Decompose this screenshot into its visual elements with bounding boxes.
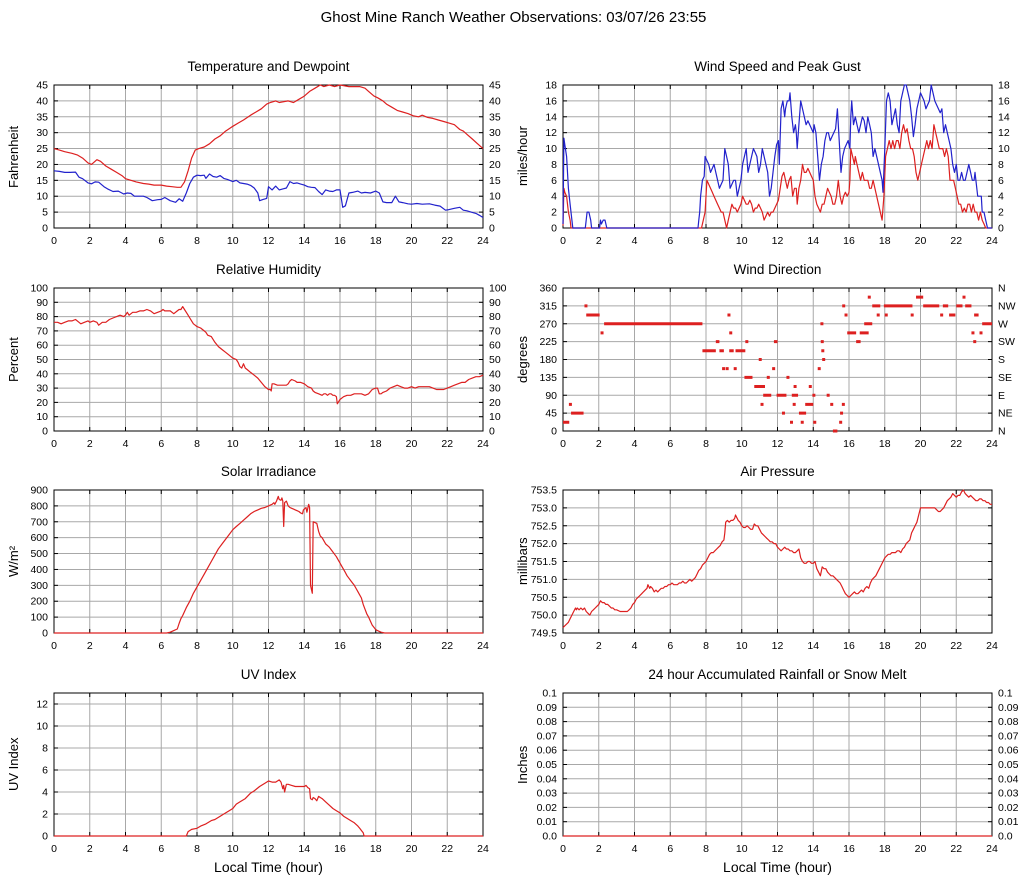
x-tick-label: 2 xyxy=(595,843,602,855)
y-tick-label: 360 xyxy=(539,282,557,295)
y-tick-label: 15 xyxy=(36,174,48,187)
y-tick-label: 0.03 xyxy=(536,787,557,800)
x-tick-label: 8 xyxy=(194,438,200,450)
x-tick-label: 4 xyxy=(631,640,638,652)
y-tick-label: 0 xyxy=(42,222,48,235)
y-axis-label: millibars xyxy=(515,537,530,586)
x-tick-label: 20 xyxy=(405,843,418,855)
x-tick-label: 22 xyxy=(950,438,963,450)
y-tick-label: 750.5 xyxy=(530,591,557,604)
y-tick-label-right: 0.09 xyxy=(998,701,1019,714)
chart-rainfall xyxy=(517,663,1022,878)
y-tick-label-right: 45 xyxy=(489,79,501,92)
y-axis-label: miles/hour xyxy=(515,126,530,187)
y-tick-label: 0.01 xyxy=(536,816,557,829)
y-tick-label-right: 0.07 xyxy=(998,730,1019,743)
y-tick-label: 0.1 xyxy=(542,687,557,700)
x-tick-label: 2 xyxy=(86,438,93,450)
y-tick-label-right: 14 xyxy=(998,111,1010,124)
x-tick-label: 10 xyxy=(226,438,239,450)
y-tick-label: 10 xyxy=(36,720,48,733)
y-tick-label: 20 xyxy=(36,396,48,409)
y-tick-label: 80 xyxy=(36,311,48,324)
y-tick-label-right: 12 xyxy=(998,127,1010,140)
x-tick-label: 4 xyxy=(122,843,129,855)
x-tick-label: 18 xyxy=(878,438,891,450)
y-tick-label: 0 xyxy=(42,830,48,843)
y-tick-label-right: N xyxy=(998,425,1006,438)
y-tick-label-right: 35 xyxy=(489,111,501,124)
y-tick-label-right: 0.1 xyxy=(998,687,1013,700)
x-tick-label: 18 xyxy=(369,640,382,652)
y-tick-label: 100 xyxy=(30,282,48,295)
x-axis-label: Local Time (hour) xyxy=(723,859,832,875)
x-tick-label: 16 xyxy=(334,843,346,855)
page-title: Ghost Mine Ranch Weather Observations: 03/07/26 23:55 xyxy=(320,9,707,26)
y-tick-label-right: 0.08 xyxy=(998,716,1019,729)
x-tick-label: 8 xyxy=(194,235,200,247)
x-tick-label: 2 xyxy=(86,235,93,247)
y-tick-label-right: 5 xyxy=(489,206,495,219)
x-axis-label: Local Time (hour) xyxy=(214,859,323,875)
y-tick-label-right: 30 xyxy=(489,382,501,395)
y-tick-label: 30 xyxy=(36,127,48,140)
y-tick-label: 6 xyxy=(551,174,557,187)
x-tick-label: 14 xyxy=(807,640,820,652)
x-tick-label: 14 xyxy=(807,843,820,855)
x-tick-label: 2 xyxy=(86,640,93,652)
x-tick-label: 16 xyxy=(334,438,346,450)
x-tick-label: 6 xyxy=(667,438,674,450)
y-tick-label: 225 xyxy=(539,336,557,349)
plot-wind-direction xyxy=(517,282,1022,453)
x-tick-label: 24 xyxy=(477,235,489,247)
y-tick-label-right: E xyxy=(998,389,1006,402)
y-tick-label-right: 18 xyxy=(998,79,1010,92)
y-axis-label: degrees xyxy=(515,336,530,383)
y-tick-label: 180 xyxy=(539,354,557,366)
chart-air-pressure xyxy=(517,460,1022,655)
y-tick-label-right: S xyxy=(998,354,1006,366)
y-tick-label: 752.0 xyxy=(530,538,557,551)
y-tick-label: 700 xyxy=(30,516,48,529)
x-tick-label: 12 xyxy=(771,235,784,247)
x-tick-label: 4 xyxy=(122,438,129,450)
y-tick-label: 18 xyxy=(545,79,557,92)
x-tick-label: 4 xyxy=(631,438,638,450)
x-tick-label: 20 xyxy=(914,438,927,450)
y-tick-label-right: 0.05 xyxy=(998,759,1019,771)
chart-title: 24 hour Accumulated Rainfall or Snow Melt xyxy=(648,667,907,682)
x-tick-label: 12 xyxy=(262,438,275,450)
y-tick-label-right: 10 xyxy=(489,411,501,424)
x-tick-label: 4 xyxy=(631,235,638,247)
x-tick-label: 0 xyxy=(560,843,566,855)
x-tick-label: 6 xyxy=(667,235,674,247)
x-tick-label: 10 xyxy=(735,438,748,450)
x-tick-label: 10 xyxy=(226,235,239,247)
y-tick-label: 10 xyxy=(36,190,48,203)
y-tick-label-right: 30 xyxy=(489,127,501,140)
plot-relative-humidity xyxy=(8,282,513,453)
y-tick-label: 753.5 xyxy=(530,484,557,497)
x-tick-label: 18 xyxy=(369,843,382,855)
y-tick-label: 25 xyxy=(36,143,48,156)
y-tick-label: 14 xyxy=(545,111,557,124)
y-tick-label: 4 xyxy=(551,190,557,203)
y-tick-label: 900 xyxy=(30,484,48,497)
y-tick-label-right: 0.04 xyxy=(998,773,1019,786)
x-tick-label: 10 xyxy=(735,235,748,247)
plot-solar-irradiance xyxy=(8,484,513,655)
x-tick-label: 0 xyxy=(51,640,57,652)
y-tick-label: 0.07 xyxy=(536,730,557,743)
plot-wind-speed-gust xyxy=(517,79,1022,250)
x-tick-label: 18 xyxy=(878,235,891,247)
x-tick-label: 2 xyxy=(595,438,602,450)
y-tick-label: 0.06 xyxy=(536,744,557,757)
x-tick-label: 18 xyxy=(369,438,382,450)
y-tick-label-right: 20 xyxy=(489,158,501,171)
x-tick-label: 6 xyxy=(667,843,674,855)
y-tick-label-right: 90 xyxy=(489,296,501,309)
x-tick-label: 20 xyxy=(914,640,927,652)
x-tick-label: 10 xyxy=(735,640,748,652)
x-tick-label: 0 xyxy=(560,235,566,247)
x-tick-label: 8 xyxy=(194,843,200,855)
y-tick-label: 600 xyxy=(30,532,48,545)
y-tick-label-right: 40 xyxy=(489,368,501,381)
x-tick-label: 12 xyxy=(771,843,784,855)
x-tick-label: 22 xyxy=(950,235,963,247)
y-axis-label: W/m² xyxy=(6,545,21,578)
y-axis-label: Percent xyxy=(6,337,21,382)
y-tick-label: 20 xyxy=(36,158,48,171)
x-tick-label: 2 xyxy=(595,640,602,652)
y-tick-label: 500 xyxy=(30,548,48,561)
y-tick-label: 750.0 xyxy=(530,609,557,622)
x-tick-label: 12 xyxy=(771,640,784,652)
y-tick-label: 12 xyxy=(36,698,48,711)
y-tick-label: 2 xyxy=(42,808,48,821)
y-tick-label: 300 xyxy=(30,579,48,592)
x-tick-label: 0 xyxy=(51,843,57,855)
y-tick-label: 751.0 xyxy=(530,573,557,586)
y-tick-label: 5 xyxy=(42,206,48,219)
x-tick-label: 16 xyxy=(334,640,346,652)
x-tick-label: 20 xyxy=(914,843,927,855)
y-tick-label-right: 0.0 xyxy=(998,830,1013,843)
chart-relative-humidity xyxy=(8,258,513,453)
y-tick-label: 35 xyxy=(36,111,48,124)
x-tick-label: 16 xyxy=(334,235,346,247)
y-tick-label: 800 xyxy=(30,500,48,513)
x-tick-label: 22 xyxy=(950,640,963,652)
chart-title: UV Index xyxy=(240,667,297,682)
chart-solar-irradiance xyxy=(8,460,513,655)
x-tick-label: 10 xyxy=(226,843,239,855)
x-tick-label: 16 xyxy=(843,438,855,450)
y-tick-label: 90 xyxy=(36,296,48,309)
x-tick-label: 18 xyxy=(878,843,891,855)
x-tick-label: 16 xyxy=(843,235,855,247)
y-tick-label: 749.5 xyxy=(530,627,557,640)
plot-uv-index xyxy=(8,687,513,858)
x-tick-label: 2 xyxy=(86,843,93,855)
y-tick-label-right: 60 xyxy=(489,339,501,352)
chart-title: Relative Humidity xyxy=(215,262,322,277)
x-tick-label: 22 xyxy=(441,235,454,247)
y-tick-label-right: 0 xyxy=(489,222,495,235)
x-tick-label: 14 xyxy=(298,843,311,855)
y-tick-label-right: N xyxy=(998,282,1006,295)
x-tick-label: 4 xyxy=(631,843,638,855)
y-tick-label-right: 20 xyxy=(489,396,501,409)
y-tick-label: 0.08 xyxy=(536,716,557,729)
plot-temperature-dewpoint xyxy=(8,79,513,250)
x-tick-label: 12 xyxy=(262,235,275,247)
x-tick-label: 20 xyxy=(405,438,418,450)
y-tick-label: 90 xyxy=(545,389,557,402)
x-tick-label: 4 xyxy=(122,235,129,247)
x-tick-label: 12 xyxy=(771,438,784,450)
x-tick-label: 6 xyxy=(158,843,165,855)
x-tick-label: 24 xyxy=(477,843,489,855)
plot-air-pressure xyxy=(517,484,1022,655)
x-tick-label: 10 xyxy=(735,843,748,855)
x-tick-label: 22 xyxy=(441,438,454,450)
x-tick-label: 24 xyxy=(986,843,998,855)
chart-title: Wind Direction xyxy=(733,262,822,277)
x-tick-label: 8 xyxy=(194,640,200,652)
y-tick-label-right: 50 xyxy=(489,354,501,366)
y-tick-label: 0 xyxy=(551,425,557,438)
y-tick-label-right: 4 xyxy=(998,190,1004,203)
y-tick-label: 200 xyxy=(30,595,48,608)
y-tick-label-right: 15 xyxy=(489,174,501,187)
x-tick-label: 16 xyxy=(843,843,855,855)
y-tick-label: 60 xyxy=(36,339,48,352)
y-tick-label: 8 xyxy=(42,742,48,755)
y-tick-label: 315 xyxy=(539,300,557,313)
x-tick-label: 22 xyxy=(441,843,454,855)
y-tick-label-right: 6 xyxy=(998,174,1004,187)
y-tick-label: 270 xyxy=(539,318,557,331)
y-tick-label: 0.05 xyxy=(536,759,557,771)
y-tick-label: 0.04 xyxy=(536,773,557,786)
x-tick-label: 20 xyxy=(914,235,927,247)
y-tick-label-right: 25 xyxy=(489,143,501,156)
x-tick-label: 14 xyxy=(807,438,820,450)
y-tick-label-right: SE xyxy=(998,371,1013,384)
y-tick-label: 0.02 xyxy=(536,801,557,814)
y-tick-label: 751.5 xyxy=(530,556,557,568)
plot-rainfall xyxy=(517,687,1022,858)
x-tick-label: 10 xyxy=(226,640,239,652)
y-tick-label: 45 xyxy=(36,79,48,92)
x-tick-label: 14 xyxy=(298,438,311,450)
x-tick-label: 0 xyxy=(51,235,57,247)
y-tick-label: 0 xyxy=(42,627,48,640)
y-tick-label: 0.09 xyxy=(536,701,557,714)
x-tick-label: 6 xyxy=(158,640,165,652)
x-tick-label: 8 xyxy=(703,235,709,247)
y-tick-label-right: 0.01 xyxy=(998,816,1019,829)
y-tick-label: 0 xyxy=(551,222,557,235)
y-tick-label: 16 xyxy=(545,95,557,108)
y-tick-label: 12 xyxy=(545,127,557,140)
x-tick-label: 14 xyxy=(298,235,311,247)
y-tick-label: 45 xyxy=(545,407,557,420)
x-tick-label: 8 xyxy=(703,843,709,855)
y-tick-label-right: 0 xyxy=(998,222,1004,235)
y-tick-label-right: 2 xyxy=(998,206,1004,219)
y-tick-label-right: SW xyxy=(998,336,1015,349)
x-tick-label: 24 xyxy=(986,235,998,247)
x-tick-label: 22 xyxy=(441,640,454,652)
y-tick-label: 10 xyxy=(545,143,557,156)
y-tick-label-right: 0.03 xyxy=(998,787,1019,800)
chart-wind-direction xyxy=(517,258,1022,453)
y-tick-label: 100 xyxy=(30,611,48,624)
x-tick-label: 24 xyxy=(477,640,489,652)
chart-title: Air Pressure xyxy=(740,464,815,479)
x-tick-label: 8 xyxy=(703,640,709,652)
chart-title: Wind Speed and Peak Gust xyxy=(694,59,861,74)
y-tick-label: 4 xyxy=(42,786,48,799)
x-tick-label: 6 xyxy=(158,235,165,247)
y-tick-label-right: 8 xyxy=(998,158,1004,171)
chart-wind-speed-gust xyxy=(517,55,1022,250)
chart-uv-index xyxy=(8,663,513,878)
y-tick-label: 8 xyxy=(551,158,557,171)
x-tick-label: 24 xyxy=(986,640,998,652)
y-tick-label: 40 xyxy=(36,368,48,381)
y-tick-label-right: 100 xyxy=(489,282,507,295)
y-tick-label: 135 xyxy=(539,371,557,384)
y-tick-label: 10 xyxy=(36,411,48,424)
y-tick-label-right: 0.02 xyxy=(998,801,1019,814)
x-tick-label: 0 xyxy=(560,438,566,450)
y-tick-label-right: 0.06 xyxy=(998,744,1019,757)
y-tick-label: 753.0 xyxy=(530,502,557,515)
y-tick-label-right: 70 xyxy=(489,325,501,338)
y-tick-label-right: 10 xyxy=(489,190,501,203)
x-tick-label: 0 xyxy=(51,438,57,450)
y-tick-label-right: NW xyxy=(998,300,1016,313)
y-axis-label: Inches xyxy=(515,745,530,784)
y-tick-label: 50 xyxy=(36,354,48,366)
x-tick-label: 8 xyxy=(703,438,709,450)
x-tick-label: 24 xyxy=(986,438,998,450)
y-axis-label: Fahrenheit xyxy=(6,125,21,188)
y-tick-label: 0.0 xyxy=(542,830,557,843)
y-tick-label: 40 xyxy=(36,95,48,108)
y-tick-label: 2 xyxy=(551,206,557,219)
x-tick-label: 14 xyxy=(298,640,311,652)
x-tick-label: 22 xyxy=(950,843,963,855)
y-tick-label-right: 16 xyxy=(998,95,1010,108)
x-tick-label: 18 xyxy=(878,640,891,652)
x-tick-label: 20 xyxy=(405,640,418,652)
x-tick-label: 4 xyxy=(122,640,129,652)
y-tick-label: 6 xyxy=(42,764,48,777)
x-tick-label: 18 xyxy=(369,235,382,247)
chart-title: Temperature and Dewpoint xyxy=(187,59,350,74)
x-tick-label: 2 xyxy=(595,235,602,247)
x-tick-label: 12 xyxy=(262,843,275,855)
x-tick-label: 12 xyxy=(262,640,275,652)
y-tick-label: 752.5 xyxy=(530,520,557,533)
y-tick-label: 0 xyxy=(42,425,48,438)
y-tick-label-right: 10 xyxy=(998,143,1010,156)
x-tick-label: 14 xyxy=(807,235,820,247)
y-tick-label-right: 0 xyxy=(489,425,495,438)
y-tick-label-right: 40 xyxy=(489,95,501,108)
chart-title: Solar Irradiance xyxy=(220,464,317,479)
chart-temperature-dewpoint xyxy=(8,55,513,250)
y-axis-label: UV Index xyxy=(6,737,21,792)
x-tick-label: 16 xyxy=(843,640,855,652)
y-tick-label: 70 xyxy=(36,325,48,338)
y-tick-label-right: W xyxy=(998,318,1008,331)
y-tick-label-right: 80 xyxy=(489,311,501,324)
x-tick-label: 20 xyxy=(405,235,418,247)
x-tick-label: 6 xyxy=(158,438,165,450)
y-tick-label: 30 xyxy=(36,382,48,395)
x-tick-label: 24 xyxy=(477,438,489,450)
x-tick-label: 6 xyxy=(667,640,674,652)
x-tick-label: 0 xyxy=(560,640,566,652)
y-tick-label: 400 xyxy=(30,563,48,576)
y-tick-label-right: NE xyxy=(998,407,1013,420)
